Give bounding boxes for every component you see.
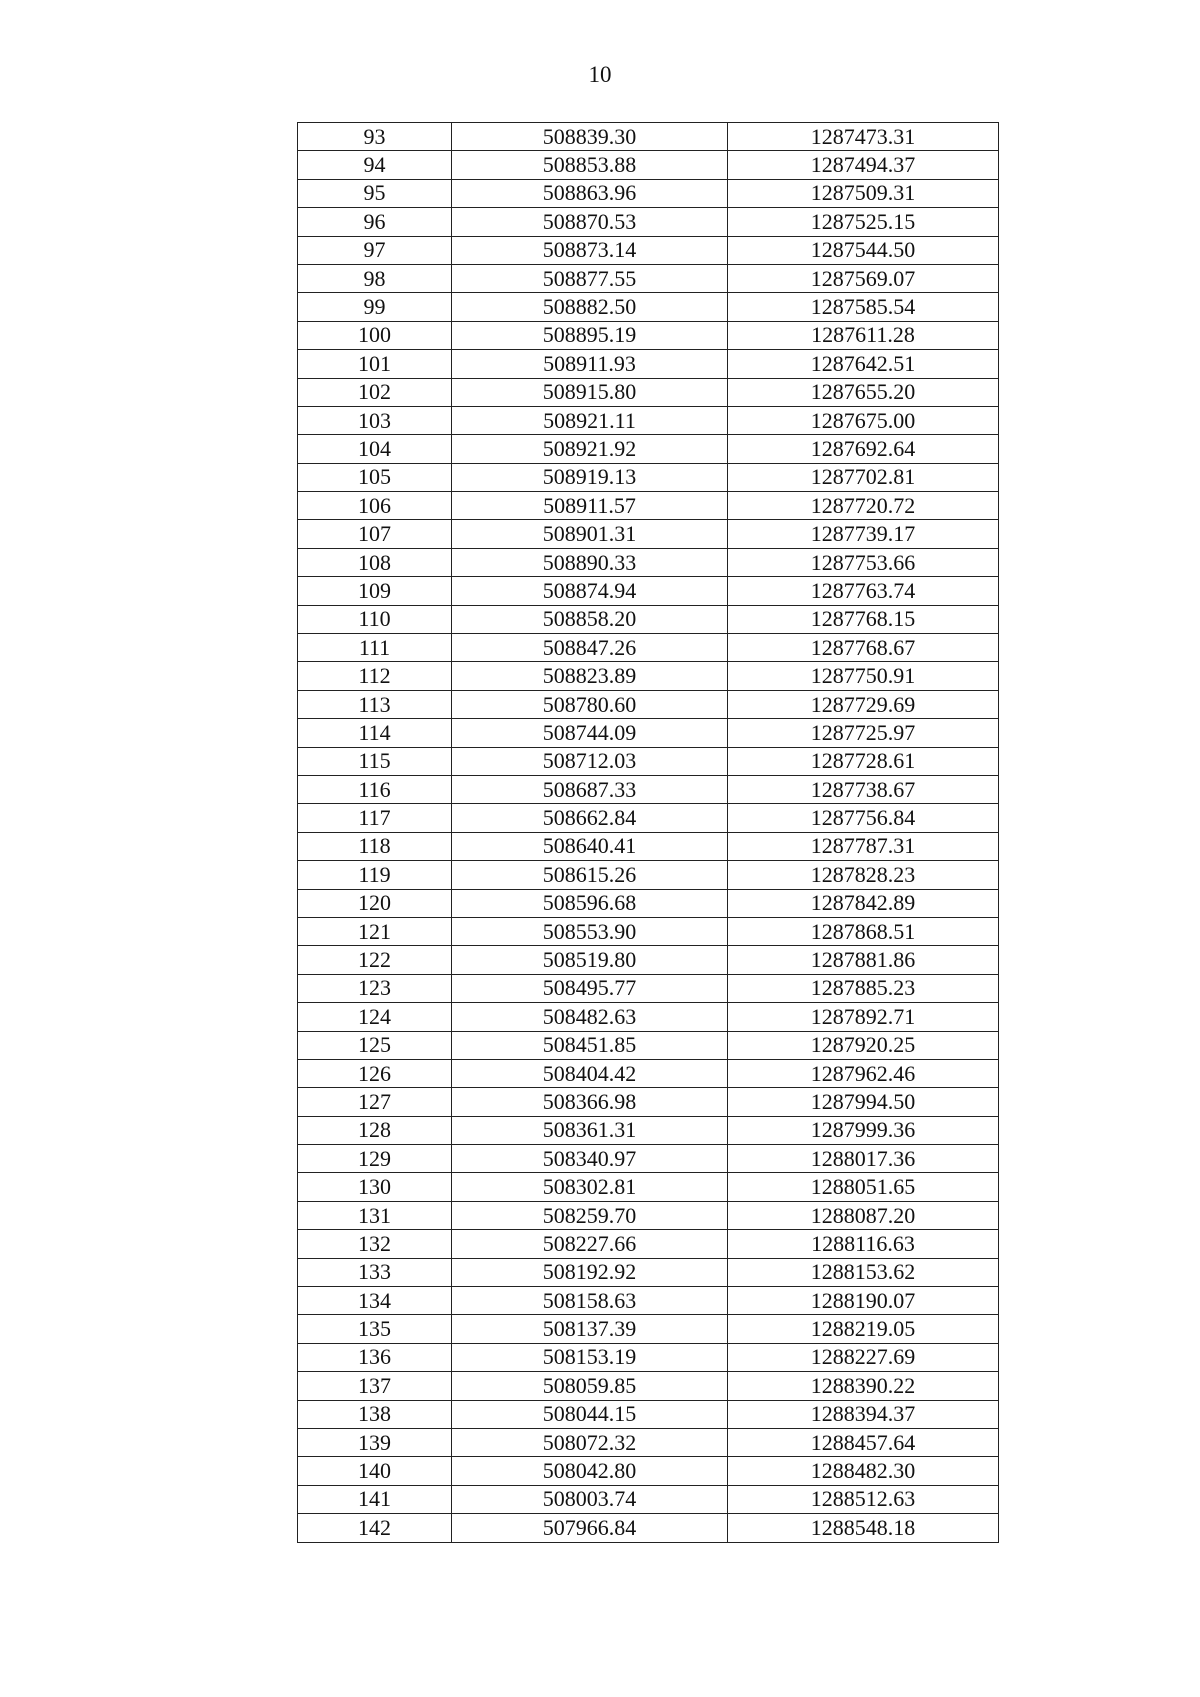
table-row: [298, 208, 999, 236]
point-number-cell: 140: [298, 1457, 452, 1485]
table-row: [298, 236, 999, 264]
table-row: [298, 350, 999, 378]
table-row: [298, 690, 999, 718]
x-coordinate-cell: 507966.84: [452, 1514, 728, 1542]
table-row: [298, 1372, 999, 1400]
x-coordinate-cell: 508451.85: [452, 1031, 728, 1059]
point-number-cell: 136: [298, 1343, 452, 1371]
x-coordinate-cell: 508874.94: [452, 577, 728, 605]
x-coordinate-cell: 508921.92: [452, 435, 728, 463]
table-row: [298, 634, 999, 662]
y-coordinate-cell: 1288457.64: [728, 1428, 999, 1456]
x-coordinate-cell: 508553.90: [452, 917, 728, 945]
point-number-cell: 124: [298, 1003, 452, 1031]
point-number-cell: 111: [298, 634, 452, 662]
table-row: [298, 378, 999, 406]
y-coordinate-cell: 1288087.20: [728, 1201, 999, 1229]
x-coordinate-cell: 508895.19: [452, 321, 728, 349]
point-number-cell: 139: [298, 1428, 452, 1456]
y-coordinate-cell: 1287655.20: [728, 378, 999, 406]
x-coordinate-cell: 508153.19: [452, 1343, 728, 1371]
point-number-cell: 109: [298, 577, 452, 605]
y-coordinate-cell: 1288116.63: [728, 1230, 999, 1258]
table-row: [298, 1287, 999, 1315]
table-row: [298, 520, 999, 548]
y-coordinate-cell: 1287702.81: [728, 463, 999, 491]
y-coordinate-cell: 1288227.69: [728, 1343, 999, 1371]
point-number-cell: 102: [298, 378, 452, 406]
x-coordinate-cell: 508882.50: [452, 293, 728, 321]
point-number-cell: 132: [298, 1230, 452, 1258]
point-number-cell: 131: [298, 1201, 452, 1229]
y-coordinate-cell: 1287725.97: [728, 719, 999, 747]
x-coordinate-cell: 508858.20: [452, 605, 728, 633]
x-coordinate-cell: 508640.41: [452, 832, 728, 860]
point-number-cell: 96: [298, 208, 452, 236]
table-row: [298, 179, 999, 207]
y-coordinate-cell: 1288190.07: [728, 1287, 999, 1315]
y-coordinate-cell: 1287642.51: [728, 350, 999, 378]
y-coordinate-cell: 1287728.61: [728, 747, 999, 775]
table-row: [298, 1031, 999, 1059]
table-row: [298, 1088, 999, 1116]
y-coordinate-cell: 1287828.23: [728, 861, 999, 889]
y-coordinate-cell: 1288051.65: [728, 1173, 999, 1201]
x-coordinate-cell: 508877.55: [452, 264, 728, 292]
table-row: [298, 1059, 999, 1087]
y-coordinate-cell: 1287999.36: [728, 1116, 999, 1144]
x-coordinate-cell: 508259.70: [452, 1201, 728, 1229]
x-coordinate-cell: 508780.60: [452, 690, 728, 718]
table-row: [298, 1173, 999, 1201]
y-coordinate-cell: 1287569.07: [728, 264, 999, 292]
point-number-cell: 129: [298, 1145, 452, 1173]
table-row: [298, 1514, 999, 1542]
y-coordinate-cell: 1287868.51: [728, 917, 999, 945]
x-coordinate-cell: 508847.26: [452, 634, 728, 662]
x-coordinate-cell: 508853.88: [452, 151, 728, 179]
table-row: [298, 719, 999, 747]
y-coordinate-cell: 1287739.17: [728, 520, 999, 548]
point-number-cell: 108: [298, 548, 452, 576]
y-coordinate-cell: 1287768.15: [728, 605, 999, 633]
x-coordinate-cell: 508921.11: [452, 406, 728, 434]
x-coordinate-cell: 508687.33: [452, 775, 728, 803]
table-row: [298, 123, 999, 151]
point-number-cell: 141: [298, 1485, 452, 1513]
table-row: [298, 1116, 999, 1144]
y-coordinate-cell: 1287885.23: [728, 974, 999, 1002]
x-coordinate-cell: 508662.84: [452, 804, 728, 832]
y-coordinate-cell: 1287544.50: [728, 236, 999, 264]
table-row: [298, 917, 999, 945]
point-number-cell: 120: [298, 889, 452, 917]
point-number-cell: 119: [298, 861, 452, 889]
table-row: [298, 974, 999, 1002]
point-number-cell: 134: [298, 1287, 452, 1315]
page-number: 10: [588, 62, 612, 87]
table-row: [298, 151, 999, 179]
point-number-cell: 116: [298, 775, 452, 803]
point-number-cell: 128: [298, 1116, 452, 1144]
x-coordinate-cell: 508158.63: [452, 1287, 728, 1315]
y-coordinate-cell: 1288153.62: [728, 1258, 999, 1286]
coordinates-table: [297, 122, 999, 1543]
table-row: [298, 1485, 999, 1513]
table-row: [298, 605, 999, 633]
table-row: [298, 548, 999, 576]
y-coordinate-cell: 1287525.15: [728, 208, 999, 236]
x-coordinate-cell: 508340.97: [452, 1145, 728, 1173]
point-number-cell: 117: [298, 804, 452, 832]
y-coordinate-cell: 1288548.18: [728, 1514, 999, 1542]
table-row: [298, 577, 999, 605]
table-row: [298, 889, 999, 917]
x-coordinate-cell: 508059.85: [452, 1372, 728, 1400]
table-row: [298, 832, 999, 860]
table-row: [298, 1258, 999, 1286]
point-number-cell: 113: [298, 690, 452, 718]
point-number-cell: 103: [298, 406, 452, 434]
x-coordinate-cell: 508919.13: [452, 463, 728, 491]
y-coordinate-cell: 1288512.63: [728, 1485, 999, 1513]
point-number-cell: 138: [298, 1400, 452, 1428]
x-coordinate-cell: 508003.74: [452, 1485, 728, 1513]
table-row: [298, 321, 999, 349]
x-coordinate-cell: 508890.33: [452, 548, 728, 576]
y-coordinate-cell: 1287753.66: [728, 548, 999, 576]
table-row: [298, 775, 999, 803]
table-row: [298, 946, 999, 974]
x-coordinate-cell: 508227.66: [452, 1230, 728, 1258]
x-coordinate-cell: 508744.09: [452, 719, 728, 747]
table-row: [298, 1343, 999, 1371]
y-coordinate-cell: 1287675.00: [728, 406, 999, 434]
table-row: [298, 293, 999, 321]
y-coordinate-cell: 1287920.25: [728, 1031, 999, 1059]
point-number-cell: 137: [298, 1372, 452, 1400]
x-coordinate-cell: 508044.15: [452, 1400, 728, 1428]
x-coordinate-cell: 508042.80: [452, 1457, 728, 1485]
y-coordinate-cell: 1287473.31: [728, 123, 999, 151]
y-coordinate-cell: 1287787.31: [728, 832, 999, 860]
x-coordinate-cell: 508911.57: [452, 492, 728, 520]
point-number-cell: 106: [298, 492, 452, 520]
table-row: [298, 1145, 999, 1173]
table-row: [298, 492, 999, 520]
y-coordinate-cell: 1288017.36: [728, 1145, 999, 1173]
x-coordinate-cell: 508823.89: [452, 662, 728, 690]
table-row: [298, 1201, 999, 1229]
x-coordinate-cell: 508072.32: [452, 1428, 728, 1456]
table-row: [298, 1400, 999, 1428]
y-coordinate-cell: 1288482.30: [728, 1457, 999, 1485]
y-coordinate-cell: 1287842.89: [728, 889, 999, 917]
y-coordinate-cell: 1287720.72: [728, 492, 999, 520]
point-number-cell: 118: [298, 832, 452, 860]
y-coordinate-cell: 1288390.22: [728, 1372, 999, 1400]
point-number-cell: 93: [298, 123, 452, 151]
y-coordinate-cell: 1287994.50: [728, 1088, 999, 1116]
table-row: [298, 1230, 999, 1258]
point-number-cell: 127: [298, 1088, 452, 1116]
x-coordinate-cell: 508901.31: [452, 520, 728, 548]
table-row: [298, 1457, 999, 1485]
point-number-cell: 123: [298, 974, 452, 1002]
y-coordinate-cell: 1287768.67: [728, 634, 999, 662]
x-coordinate-cell: 508495.77: [452, 974, 728, 1002]
point-number-cell: 105: [298, 463, 452, 491]
table-row: [298, 264, 999, 292]
table-row: [298, 662, 999, 690]
point-number-cell: 125: [298, 1031, 452, 1059]
y-coordinate-cell: 1287692.64: [728, 435, 999, 463]
point-number-cell: 142: [298, 1514, 452, 1542]
table-row: [298, 406, 999, 434]
point-number-cell: 99: [298, 293, 452, 321]
y-coordinate-cell: 1287962.46: [728, 1059, 999, 1087]
table-row: [298, 463, 999, 491]
point-number-cell: 104: [298, 435, 452, 463]
table-row: [298, 747, 999, 775]
x-coordinate-cell: 508911.93: [452, 350, 728, 378]
x-coordinate-cell: 508863.96: [452, 179, 728, 207]
point-number-cell: 95: [298, 179, 452, 207]
x-coordinate-cell: 508361.31: [452, 1116, 728, 1144]
y-coordinate-cell: 1287611.28: [728, 321, 999, 349]
y-coordinate-cell: 1287494.37: [728, 151, 999, 179]
y-coordinate-cell: 1288219.05: [728, 1315, 999, 1343]
x-coordinate-cell: 508712.03: [452, 747, 728, 775]
point-number-cell: 94: [298, 151, 452, 179]
y-coordinate-cell: 1287738.67: [728, 775, 999, 803]
x-coordinate-cell: 508137.39: [452, 1315, 728, 1343]
point-number-cell: 100: [298, 321, 452, 349]
table-row: [298, 1428, 999, 1456]
point-number-cell: 98: [298, 264, 452, 292]
x-coordinate-cell: 508192.92: [452, 1258, 728, 1286]
y-coordinate-cell: 1287892.71: [728, 1003, 999, 1031]
point-number-cell: 130: [298, 1173, 452, 1201]
table-row: [298, 1315, 999, 1343]
point-number-cell: 133: [298, 1258, 452, 1286]
table-row: [298, 804, 999, 832]
table-row: [298, 435, 999, 463]
point-number-cell: 135: [298, 1315, 452, 1343]
point-number-cell: 115: [298, 747, 452, 775]
x-coordinate-cell: 508482.63: [452, 1003, 728, 1031]
point-number-cell: 126: [298, 1059, 452, 1087]
coordinates-table-body: [298, 123, 999, 1543]
point-number-cell: 110: [298, 605, 452, 633]
y-coordinate-cell: 1287585.54: [728, 293, 999, 321]
y-coordinate-cell: 1287750.91: [728, 662, 999, 690]
x-coordinate-cell: 508915.80: [452, 378, 728, 406]
x-coordinate-cell: 508519.80: [452, 946, 728, 974]
table-row: [298, 1003, 999, 1031]
point-number-cell: 107: [298, 520, 452, 548]
y-coordinate-cell: 1287881.86: [728, 946, 999, 974]
x-coordinate-cell: 508596.68: [452, 889, 728, 917]
x-coordinate-cell: 508615.26: [452, 861, 728, 889]
point-number-cell: 121: [298, 917, 452, 945]
y-coordinate-cell: 1287763.74: [728, 577, 999, 605]
point-number-cell: 101: [298, 350, 452, 378]
y-coordinate-cell: 1288394.37: [728, 1400, 999, 1428]
y-coordinate-cell: 1287729.69: [728, 690, 999, 718]
x-coordinate-cell: 508404.42: [452, 1059, 728, 1087]
x-coordinate-cell: 508302.81: [452, 1173, 728, 1201]
y-coordinate-cell: 1287756.84: [728, 804, 999, 832]
x-coordinate-cell: 508366.98: [452, 1088, 728, 1116]
point-number-cell: 122: [298, 946, 452, 974]
point-number-cell: 114: [298, 719, 452, 747]
x-coordinate-cell: 508873.14: [452, 236, 728, 264]
y-coordinate-cell: 1287509.31: [728, 179, 999, 207]
x-coordinate-cell: 508839.30: [452, 123, 728, 151]
x-coordinate-cell: 508870.53: [452, 208, 728, 236]
table-row: [298, 861, 999, 889]
point-number-cell: 97: [298, 236, 452, 264]
point-number-cell: 112: [298, 662, 452, 690]
